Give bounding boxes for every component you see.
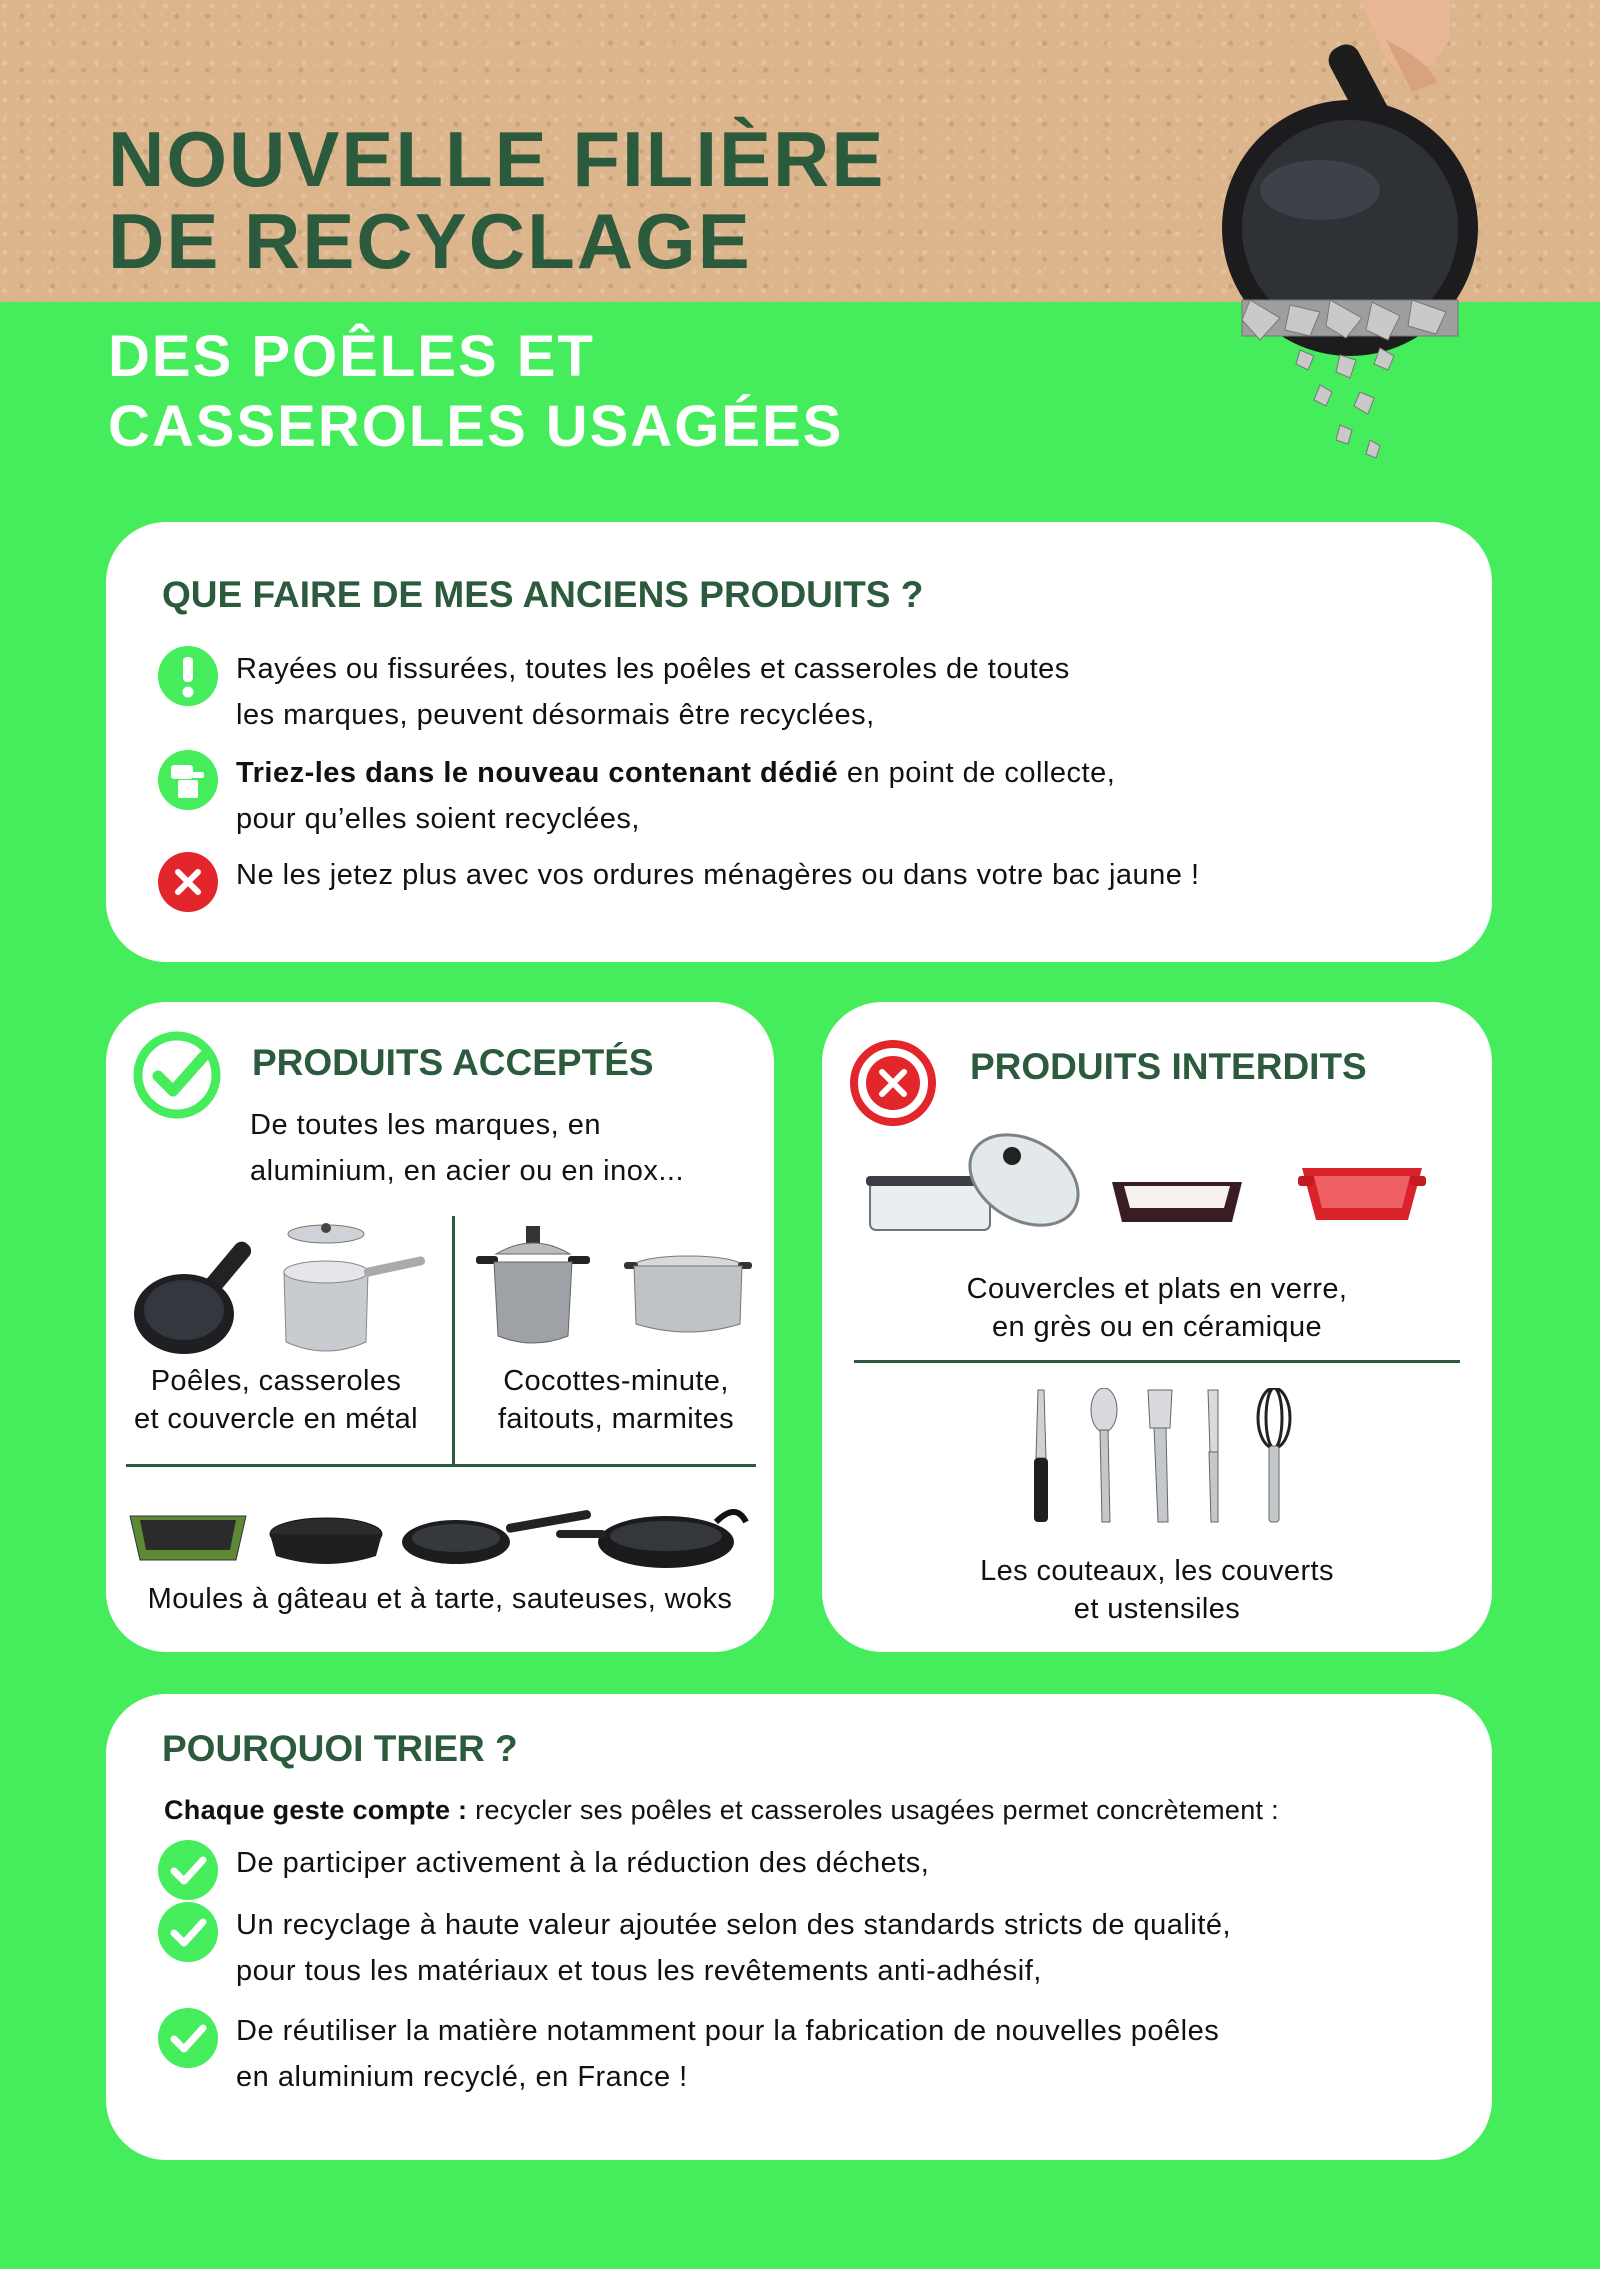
page-title: NOUVELLE FILIÈRE DE RECYCLAGE <box>108 115 886 285</box>
ceramic-dish-icon <box>1112 1182 1242 1222</box>
stockpot-icon <box>624 1256 752 1332</box>
list-item-text: Rayées ou fissurées, toutes les poêles et casseroles de toutes les marques, peuvent désormais être recyclées, <box>236 653 1070 731</box>
why-sort-card <box>106 1694 1492 2160</box>
vertical-divider <box>452 1216 455 1466</box>
accepted-group2-caption: Cocottes-minute, faitouts, marmites <box>497 1365 735 1435</box>
tart-mould-icon <box>270 1518 382 1564</box>
horizontal-divider <box>126 1464 756 1467</box>
sort-bin-icon <box>158 750 218 810</box>
forbidden-group2-caption: Les couteaux, les couverts et ustensiles <box>980 1555 1334 1625</box>
frying-pan-icon <box>134 1238 254 1354</box>
accepted-title: PRODUITS ACCEPTÉS <box>252 1042 654 1083</box>
pan-recycling-illustration <box>1150 0 1520 470</box>
whisk-icon <box>1258 1388 1290 1522</box>
list-item <box>158 2008 1219 2100</box>
list-item-text: De réutiliser la matière notamment pour la fabrication de nouvelles poêles en aluminium recyclé, en France ! <box>236 2015 1220 2093</box>
glass-and-ceramic-dishes-image <box>862 1110 1462 1250</box>
forbidden-group1-caption: Couvercles et plats en verre, en grès ou en céramique <box>966 1273 1348 1343</box>
accepted-products-card <box>106 1002 774 1652</box>
why-intro: Chaque geste compte : recycler ses poêles et casseroles usagées permet concrètement : <box>164 1795 1279 1825</box>
red-baking-dish-icon <box>1298 1168 1426 1220</box>
list-item <box>158 646 1070 738</box>
saucepan-icon <box>284 1223 426 1351</box>
list-item-text: De participer activement à la réduction des déchets, <box>236 1847 930 1879</box>
cutlery-image <box>1012 1388 1312 1528</box>
accepted-intro: De toutes les marques, en aluminium, en acier ou en inox... <box>250 1109 684 1187</box>
list-item-text: Triez-les dans le nouveau contenant dédié en point de collecte, pour qu’elles soient recyclées, <box>236 757 1116 835</box>
pan-and-saucepan-image <box>126 1222 426 1362</box>
what-to-do-card <box>106 522 1492 962</box>
metal-shreds-icon <box>1242 300 1458 458</box>
table-knife-icon <box>1208 1390 1218 1522</box>
list-item-text: Ne les jetez plus avec vos ordures ménagères ou dans votre bac jaune ! <box>236 859 1200 891</box>
exclamation-icon <box>158 646 218 706</box>
check-icon <box>158 1840 218 1900</box>
list-item <box>158 750 1115 842</box>
green-check-icon <box>132 1030 222 1120</box>
red-cross-icon <box>158 852 218 912</box>
accepted-group3-caption: Moules à gâteau et à tarte, sauteuses, woks <box>147 1583 733 1615</box>
list-item-text: Un recyclage à haute valeur ajoutée selon des standards stricts de qualité, pour tous les matériaux et tous les revêtements anti-adhésif, <box>236 1909 1232 1987</box>
cake-mould-icon <box>130 1516 246 1560</box>
forbidden-title: PRODUITS INTERDITS <box>970 1046 1367 1087</box>
why-title: POURQUOI TRIER ? <box>162 1728 518 1769</box>
knife-icon <box>1034 1390 1048 1522</box>
check-icon <box>158 2008 218 2068</box>
horizontal-divider <box>854 1360 1460 1363</box>
pressure-cooker-icon <box>476 1226 590 1343</box>
list-item <box>158 1840 929 1900</box>
spoon-icon <box>1091 1388 1117 1522</box>
hand-icon <box>1360 0 1450 92</box>
what-to-do-title: QUE FAIRE DE MES ANCIENS PRODUITS ? <box>162 574 924 615</box>
accepted-group1-caption: Poêles, casseroles et couvercle en métal <box>133 1365 419 1435</box>
moulds-and-woks-image <box>126 1494 756 1594</box>
check-icon <box>158 1902 218 1962</box>
fork-icon <box>1148 1390 1172 1522</box>
wok-icon <box>556 1512 746 1568</box>
list-item <box>158 1902 1231 1994</box>
forbidden-products-card <box>822 1002 1492 1652</box>
list-item <box>158 852 1200 912</box>
page-subtitle: DES POÊLES ET CASSEROLES USAGÉES <box>108 324 844 459</box>
pressure-cooker-and-stockpot-image <box>466 1224 766 1354</box>
